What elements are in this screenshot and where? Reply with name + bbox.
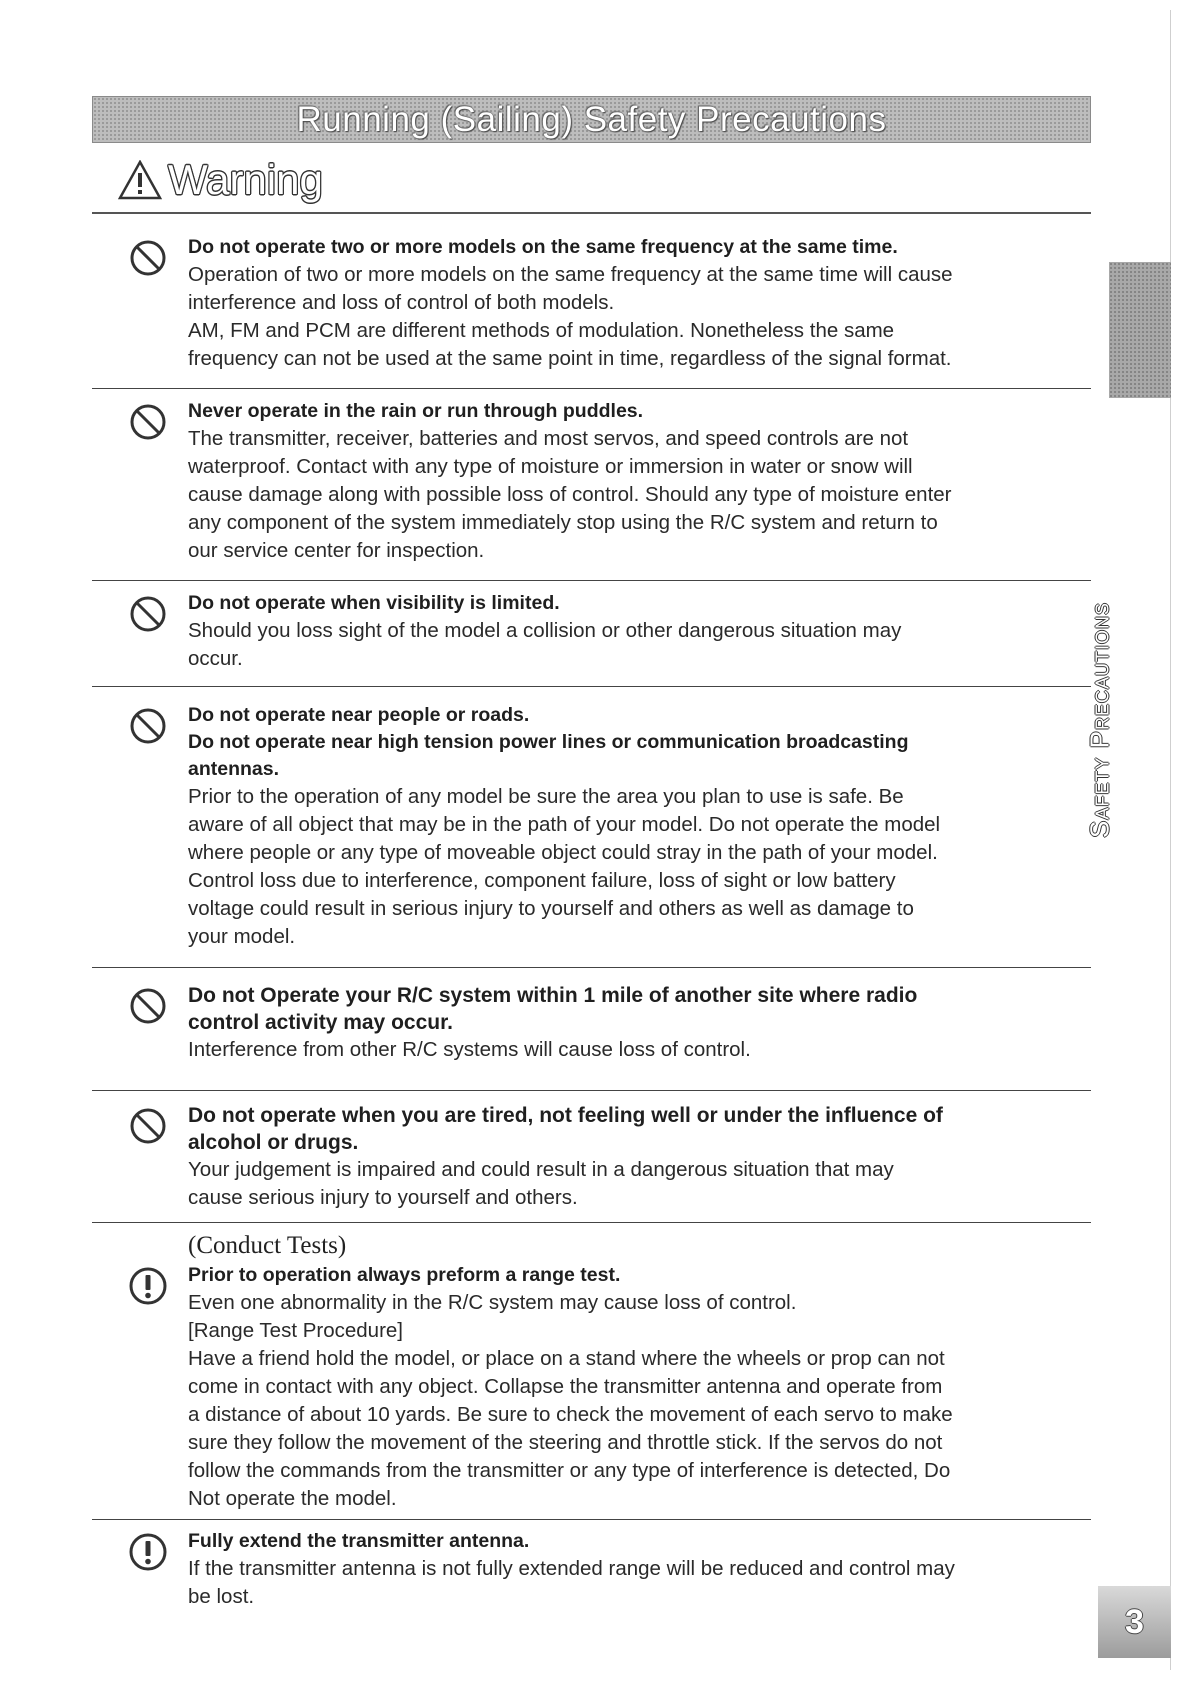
precaution-text-line: Your judgement is impaired and could result in a dangerous situation that may xyxy=(188,1158,894,1181)
precaution-heading: Do not operate when you are tired, not feeling well or under the influence of xyxy=(188,1104,943,1127)
divider xyxy=(92,967,1091,968)
precaution-heading: Do not operate near people or roads. xyxy=(188,704,530,726)
prohibition-icon xyxy=(128,986,168,1026)
precaution-text-line: Prior to the operation of any model be sure the area you plan to use is safe. Be xyxy=(188,785,904,808)
prohibition-icon xyxy=(128,594,168,634)
precaution-heading: antennas. xyxy=(188,758,280,780)
warning-label: Warning xyxy=(168,156,323,203)
precaution-heading: Never operate in the rain or run through puddles. xyxy=(188,400,644,422)
precaution-heading: control activity may occur. xyxy=(188,1011,453,1034)
precaution-text-line: your model. xyxy=(188,925,296,948)
precaution-text-line: come in contact with any object. Collapse the transmitter antenna and operate from xyxy=(188,1375,943,1398)
precaution-text-line: occur. xyxy=(188,647,243,670)
warning-underline xyxy=(92,212,1091,214)
precaution-heading: Do not operate near high tension power lines or communication broadcasting xyxy=(188,731,909,753)
section-title-bar xyxy=(92,96,1091,143)
mandatory-icon xyxy=(128,1532,168,1572)
page-number: 3 xyxy=(1125,1603,1144,1641)
warning-triangle-icon xyxy=(118,160,162,200)
prohibition-icon xyxy=(128,1106,168,1146)
precaution-text-line: The transmitter, receiver, batteries and most servos, and speed controls are not xyxy=(188,427,909,450)
precaution-text-line: cause serious injury to yourself and others. xyxy=(188,1186,578,1209)
warning-heading xyxy=(118,155,323,205)
precaution-text-line: AM, FM and PCM are different methods of modulation. Nonetheless the same xyxy=(188,319,895,342)
precaution-text-line: interference and loss of control of both models. xyxy=(188,291,615,314)
precaution-text-line: Interference from other R/C systems will cause loss of control. xyxy=(188,1038,751,1061)
conduct-tests-label: (Conduct Tests) xyxy=(188,1232,347,1259)
precaution-text-line: cause damage along with possible loss of control. Should any type of moisture enter xyxy=(188,483,952,506)
precaution-heading: alcohol or drugs. xyxy=(188,1131,359,1154)
precaution-text-line: Control loss due to interference, component failure, loss of sight or low battery xyxy=(188,869,896,892)
section-tab-marker xyxy=(1109,262,1171,398)
precaution-text-line: our service center for inspection. xyxy=(188,539,485,562)
page-number-badge xyxy=(1098,1586,1171,1658)
prohibition-icon xyxy=(128,402,168,442)
precaution-heading: Fully extend the transmitter antenna. xyxy=(188,1530,530,1552)
section-title: Running (Sailing) Safety Precautions xyxy=(296,100,887,139)
divider xyxy=(92,1519,1091,1520)
precaution-text-line: aware of all object that may be in the path of your model. Do not operate the model xyxy=(188,813,941,836)
divider xyxy=(92,388,1091,389)
precaution-text-line: where people or any type of moveable object could stray in the path of your model. xyxy=(188,841,938,864)
divider xyxy=(92,1090,1091,1091)
precaution-heading: Do not Operate your R/C system within 1 mile of another site where radio xyxy=(188,984,918,1007)
precaution-text-line: be lost. xyxy=(188,1585,255,1608)
precaution-heading: Prior to operation always preform a range test. xyxy=(188,1264,621,1286)
page-edge-line xyxy=(1170,10,1171,1670)
precaution-text-line: [Range Test Procedure] xyxy=(188,1319,403,1342)
precaution-heading: Do not operate when visibility is limited. xyxy=(188,592,560,614)
precaution-text-line: a distance of about 10 yards. Be sure to check the movement of each servo to make xyxy=(188,1403,953,1426)
precaution-text-line: follow the commands from the transmitter or any type of interference is detected, Do xyxy=(188,1459,951,1482)
mandatory-icon xyxy=(128,1266,168,1306)
precaution-text-line: voltage could result in serious injury to yourself and others as well as damage to xyxy=(188,897,914,920)
section-tab-text: Safety Precautions xyxy=(1084,602,1115,838)
prohibition-icon xyxy=(128,706,168,746)
precaution-text-line: If the transmitter antenna is not fully extended range will be reduced and control may xyxy=(188,1557,955,1580)
precaution-heading: Do not operate two or more models on the same frequency at the same time. xyxy=(188,236,898,258)
divider xyxy=(92,686,1091,687)
precaution-text-line: waterproof. Contact with any type of moisture or immersion in water or snow will xyxy=(188,455,913,478)
precaution-text-line: sure they follow the movement of the steering and throttle stick. If the servos do not xyxy=(188,1431,943,1454)
precaution-text-line: Not operate the model. xyxy=(188,1487,397,1510)
prohibition-icon xyxy=(128,238,168,278)
precaution-text-line: Operation of two or more models on the same frequency at the same time will cause xyxy=(188,263,953,286)
precaution-text-line: Even one abnormality in the R/C system may cause loss of control. xyxy=(188,1291,797,1314)
divider xyxy=(92,1222,1091,1223)
precaution-text-line: Should you loss sight of the model a collision or other dangerous situation may xyxy=(188,619,902,642)
precaution-text-line: any component of the system immediately stop using the R/C system and return to xyxy=(188,511,938,534)
divider xyxy=(92,580,1091,581)
precaution-text-line: Have a friend hold the model, or place on a stand where the wheels or prop can not xyxy=(188,1347,945,1370)
precaution-text-line: frequency can not be used at the same point in time, regardless of the signal format. xyxy=(188,347,952,370)
